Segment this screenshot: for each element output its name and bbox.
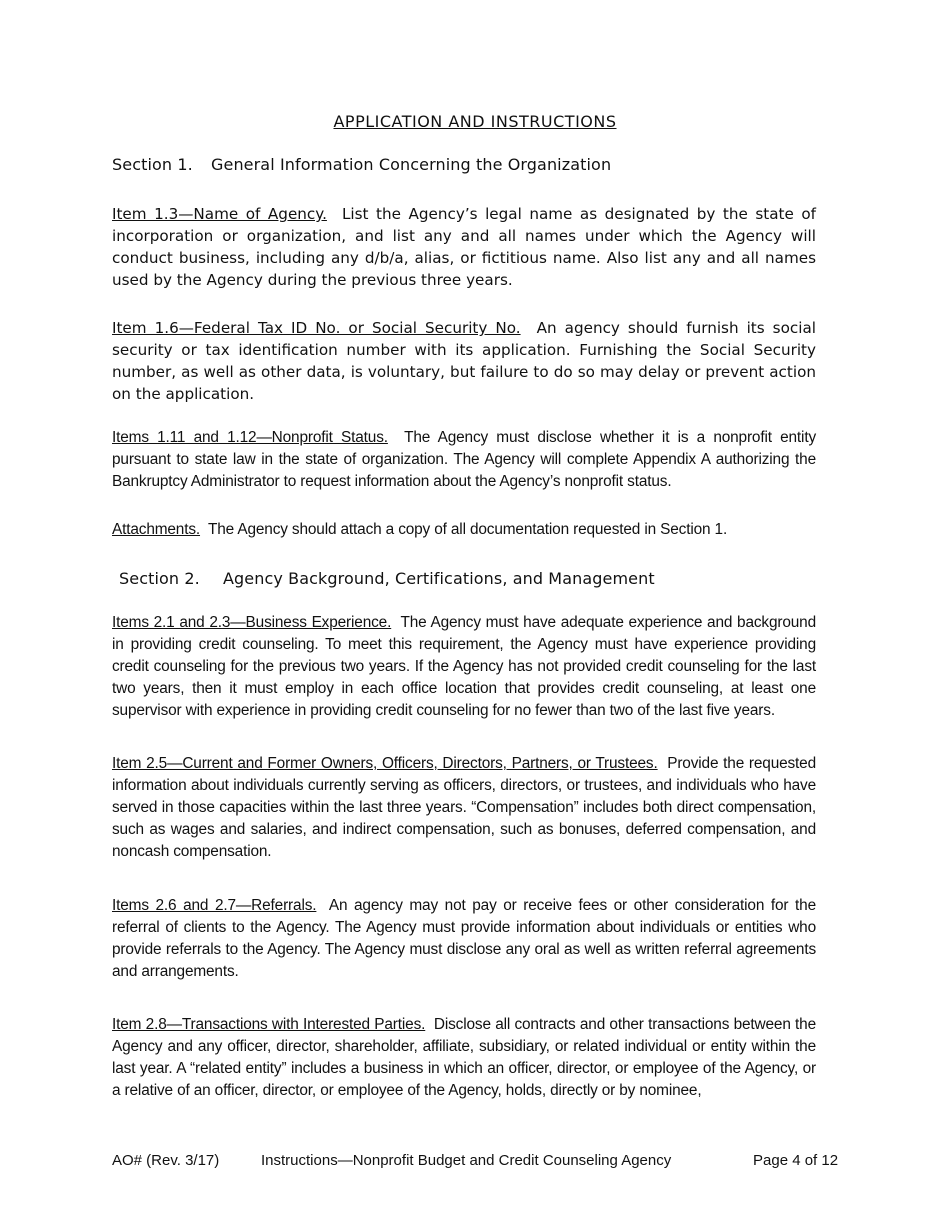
item-2-5 [112,753,816,863]
item-heading: Item 1.6—Federal Tax ID No. or Social Security No. [112,319,521,337]
item-text: An agency should furnish its social security or tax identification number with its application. Furnishing the Social Security number, as well as other data, is voluntary, but failure to do so may delay or prevent action on the application. [112,319,816,403]
item-text: The Agency should attach a copy of all documentation requested in Section 1. [208,521,728,538]
section-1-heading [112,155,611,174]
item-heading: Attachments. [112,521,201,538]
item-1-6 [112,317,816,405]
item-text: The Agency must have adequate experience and background in providing credit counseling. To meet this requirement, the Agency must have experience providing credit counseling for the previous two years. If the Agency has not provided credit counseling for the last two years, then it must employ in each office location that provides credit counseling, at least one supervisor with experience in providing credit counseling for no fewer than two of the last five years. [112,614,816,719]
item-text: An agency may not pay or receive fees or other consideration for the referral of clients to the Agency. The Agency must provide information about individuals or entities who provide referrals to the Agency. The Agency must disclose any oral as well as written referral agreements and arrangements. [112,897,816,980]
page-title: APPLICATION AND INSTRUCTIONS [333,112,617,131]
section-number: Section 1. [112,155,193,174]
footer-page-number: Page 4 of 12 [753,1152,839,1169]
item-1-3 [112,203,816,291]
items-2-6-2-7 [112,895,816,983]
item-text: Disclose all contracts and other transactions between the Agency and any officer, director, shareholder, affiliate, subsidiary, or related individual or entity within the last year. A “related entity” includes a business in which an officer, director, or employee of the Agency, or a relative of an officer, director, or employee of the Agency, holds, directly or by nominee, [112,1016,816,1099]
item-heading: Item 2.8—Transactions with Interested Parties. [112,1016,426,1033]
item-text: List the Agency’s legal name as designated by the state of incorporation or organization, and list any and all names under which the Agency will conduct business, including any d/b/a, alias, or fictitious name. Also list any and all names used by the Agency during the previous three years. [112,205,817,289]
items-1-11-1-12 [112,427,816,493]
item-heading: Items 2.1 and 2.3—Business Experience. [112,614,392,631]
item-text: The Agency must disclose whether it is a nonprofit entity pursuant to state law in the state of organization. The Agency will complete Appendix A authorizing the Bankruptcy Administrator to request information about the Agency’s nonprofit status. [112,429,817,490]
section-number: Section 2. [119,569,200,588]
item-heading: Items 1.11 and 1.12—Nonprofit Status. [112,429,388,446]
item-text: Provide the requested information about individuals currently serving as officers, directors, or trustees, and individuals who have served in those capacities within the last three years. “Compensation” includes both direct compensation, such as wages and salaries, and indirect compensation, such as bonuses, deferred compensation, and noncash compensation. [112,755,817,860]
section-title: General Information Concerning the Organization [211,155,612,174]
section-title: Agency Background, Certifications, and Management [223,569,655,588]
footer-form-number: AO# (Rev. 3/17) [112,1152,220,1169]
footer-document-title: Instructions—Nonprofit Budget and Credit Counseling Agency [261,1152,672,1169]
item-heading: Item 1.3—Name of Agency. [112,205,327,223]
attachments [112,519,816,541]
item-2-8 [112,1014,816,1102]
items-2-1-2-3 [112,612,816,722]
section-2-heading [119,569,655,588]
item-heading: Item 2.5—Current and Former Owners, Officers, Directors, Partners, or Trustees. [112,755,658,772]
item-heading: Items 2.6 and 2.7—Referrals. [112,897,317,914]
